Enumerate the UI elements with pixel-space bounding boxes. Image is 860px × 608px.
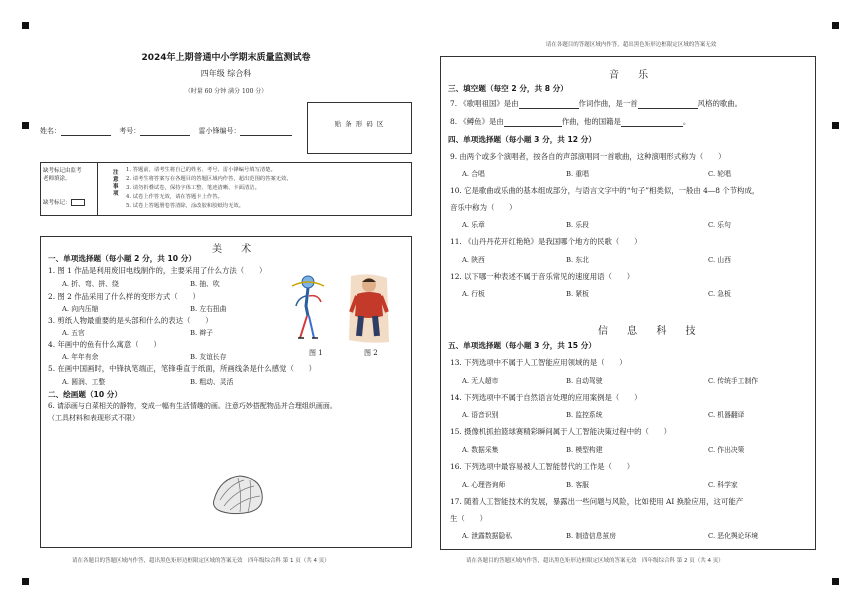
question-11: 11. 《山丹丹花开红艳艳》是我国哪个地方的民歌（ ） — [450, 237, 642, 246]
option-a[interactable]: A. 向内压缩 — [62, 305, 99, 313]
note-item: 3. 请勿折叠试卷，保持字体工整、笔迹清晰、卡面清洁。 — [126, 185, 260, 191]
music-section-4: 四、单项选择题（每小题 3 分，共 12 分） — [448, 135, 596, 144]
registration-mark — [832, 22, 839, 29]
option-a[interactable]: A. 心理咨询师 — [462, 481, 506, 489]
option-c[interactable]: C. 机器翻译 — [708, 411, 745, 419]
question-14: 14. 下列选项中不属于自然语言处理的应用案例是（ ） — [450, 393, 642, 402]
option-c[interactable]: C. 恶化舆论环境 — [708, 532, 759, 540]
option-b[interactable]: B. 监控系统 — [566, 411, 603, 419]
option-a[interactable]: A. 合唱 — [462, 170, 485, 178]
barcode-area — [307, 102, 412, 154]
option-a[interactable]: A. 语音识别 — [462, 411, 499, 419]
option-c[interactable]: C. 轮唱 — [708, 170, 731, 178]
question-3: 3. 剪纸人物最重要的是头部和什么的表达（ ） — [48, 316, 213, 325]
option-b[interactable]: B. 制造信息茧房 — [566, 532, 617, 540]
page-footer: 请在各题目的答题区域内作答，超出黑色矩形边框限定区域的答案无效 四年级综合科 第 2 页（共 4 页） — [466, 558, 724, 564]
note-item: 4. 试卷上作答无效，请在答题卡上作答。 — [126, 194, 223, 200]
option-c[interactable]: C. 乐句 — [708, 221, 731, 229]
id-number-field[interactable] — [240, 128, 292, 136]
registration-mark — [832, 578, 839, 585]
answer-blank[interactable] — [519, 101, 579, 109]
divider — [97, 162, 98, 215]
registration-mark — [22, 22, 29, 29]
question-9: 9. 由两个或多个演唱者，按各自的声部演唱同一首歌曲，这种演唱形式称为（ ） — [450, 152, 726, 161]
answer-blank[interactable] — [621, 119, 683, 127]
missing-mark-note: 缺考标记由监考 老师填涂。 — [43, 168, 82, 182]
option-a[interactable]: A. 圆润、工整 — [62, 378, 106, 386]
art-section-1: 一、单项选择题（每小题 2 分，共 10 分） — [48, 254, 196, 263]
option-a[interactable]: A. 折、弯、拼、绕 — [62, 280, 119, 288]
question-6-note: （工具材料和表现形式不限） — [48, 414, 139, 422]
question-4: 4. 年画中的鱼有什么寓意（ ） — [48, 340, 161, 349]
student-info-fields — [40, 126, 292, 136]
note-item: 1. 答题前，请考生将自己的姓名、考号、雷小锋编号填写清楚。 — [126, 167, 276, 173]
child-figure-image — [347, 272, 391, 344]
answer-blank[interactable] — [638, 101, 698, 109]
music-section-3: 三、填空题（每空 2 分，共 8 分） — [448, 84, 568, 93]
art-title: 美 术 — [212, 244, 260, 255]
barcode-label: 贴 条 形 码 区 — [334, 120, 385, 128]
question-17-cont: 生（ ） — [450, 514, 487, 523]
exam-number-label: 考号： — [119, 127, 141, 135]
option-b[interactable]: B. 东北 — [566, 256, 589, 264]
figure-2-caption: 图 2 — [364, 349, 378, 357]
question-10-cont: 音乐中称为（ ） — [450, 203, 517, 212]
notes-title: 注意事项 — [113, 170, 119, 197]
name-field[interactable] — [61, 128, 111, 136]
option-a[interactable]: A. 行板 — [462, 290, 485, 298]
missing-mark-label: 缺考标记： — [43, 198, 85, 206]
option-c[interactable]: C. 传统手工制作 — [708, 377, 759, 385]
question-15: 15. 摄像机抓拍篮球赛精彩瞬间属于人工智能决策过程中的（ ） — [450, 427, 672, 436]
time-info: （时量 60 分钟 满分 100 分） — [184, 88, 268, 95]
registration-mark — [22, 122, 29, 129]
option-b[interactable]: B. 自动驾驶 — [566, 377, 603, 385]
question-8: 8. 《鳟鱼》是由 作曲，他的国籍是 。 — [450, 117, 691, 126]
option-a[interactable]: A. 年年有余 — [62, 353, 99, 361]
wire-figure-image — [288, 272, 328, 344]
option-b[interactable]: B. 左右扭曲 — [190, 305, 227, 313]
option-b[interactable]: B. 模型构建 — [566, 446, 603, 454]
music-title: 音 乐 — [609, 70, 657, 81]
option-b[interactable]: B. 友谊长存 — [190, 353, 227, 361]
option-c[interactable]: C. 急板 — [708, 290, 731, 298]
option-b[interactable]: B. 紧板 — [566, 290, 589, 298]
option-c[interactable]: C. 山西 — [708, 256, 731, 264]
option-b[interactable]: B. 粗动、灵活 — [190, 378, 234, 386]
page-footer: 请在各题目的答题区域内作答，超出黑色矩形边框限定区域的答案无效 四年级综合科 第 1 页（共 4 页） — [72, 558, 330, 564]
option-b[interactable]: B. 抽、吹 — [190, 280, 220, 288]
registration-mark — [22, 578, 29, 585]
right-answer-area — [440, 56, 816, 550]
question-6: 6. 请添画与白菜相关的静物，变成一幅有生活情趣的画。注意巧妙搭配物品并合理组织画面。 — [48, 402, 337, 410]
option-a[interactable]: A. 五官 — [62, 329, 85, 337]
it-title: 信 息 科 技 — [598, 326, 704, 337]
registration-mark — [832, 122, 839, 129]
question-16: 16. 下列选项中最容易被人工智能替代的工作是（ ） — [450, 462, 635, 471]
exam-title: 2024年上期普通中小学期末质量监测试卷 — [141, 53, 311, 63]
note-item: 2. 请考生将答案写在各题目的答题区域内作答，超出范围的答案无效。 — [126, 176, 292, 182]
it-section-5: 五、单项选择题（每小题 3 分，共 15 分） — [448, 341, 596, 350]
question-13: 13. 下列选项中不属于人工智能应用领域的是（ ） — [450, 358, 627, 367]
option-a[interactable]: A. 数据采集 — [462, 446, 499, 454]
option-a[interactable]: A. 乐章 — [462, 221, 485, 229]
question-17: 17. 随着人工智能技术的发展，暴露出一些问题与风险，比如使用 AI 换脸应用，这可能产 — [450, 497, 744, 506]
question-1: 1. 图 1 作品是利用废旧电线制作的，主要采用了什么方法（ ） — [48, 266, 267, 275]
missing-mark-checkbox[interactable] — [71, 199, 85, 206]
option-a[interactable]: A. 泄露数据隐私 — [462, 532, 513, 540]
question-12: 12. 以下哪一种表述不属于音乐常见的速度用语（ ） — [450, 272, 635, 281]
figure-1-caption: 图 1 — [309, 349, 323, 357]
option-b[interactable]: B. 重唱 — [566, 170, 589, 178]
question-7: 7. 《歌唱祖国》是由 作词作曲，是一首 风格的歌曲。 — [450, 99, 743, 108]
option-b[interactable]: B. 客服 — [566, 481, 589, 489]
option-b[interactable]: B. 辫子 — [190, 329, 213, 337]
option-a[interactable]: A. 无人超市 — [462, 377, 499, 385]
cabbage-sketch-image — [210, 470, 266, 516]
answer-area-notice: 请在各题目的答题区域内作答，超出黑色矩形边框限定区域的答案无效 — [545, 42, 717, 48]
answer-blank[interactable] — [504, 119, 562, 127]
name-label: 姓名： — [40, 127, 61, 135]
art-section-2: 二、绘画题（10 分） — [48, 390, 122, 399]
exam-number-field[interactable] — [140, 128, 190, 136]
option-c[interactable]: C. 科学家 — [708, 481, 738, 489]
question-2: 2. 图 2 作品采用了什么样的变形方式（ ） — [48, 292, 200, 301]
option-b[interactable]: B. 乐段 — [566, 221, 589, 229]
option-c[interactable]: C. 作出决策 — [708, 446, 745, 454]
question-5: 5. 在画中国画时，中锋执笔端正，笔锋垂直于纸面，所画线条是什么感觉（ ） — [48, 364, 317, 373]
note-item: 5. 试卷上答题册卷答清除，涂改胶和胶纸均无效。 — [126, 203, 244, 209]
grade-subject: 四年级 综合科 — [200, 69, 252, 78]
option-a[interactable]: A. 陕西 — [462, 256, 485, 264]
question-10: 10. 它是歌曲或乐曲的基本组成部分，与语言文字中的“句子”相类似，一般由 4—8 个节构成， — [450, 186, 760, 195]
id-number-label: 雷小锋编号： — [198, 127, 241, 135]
notes-list — [126, 166, 292, 211]
